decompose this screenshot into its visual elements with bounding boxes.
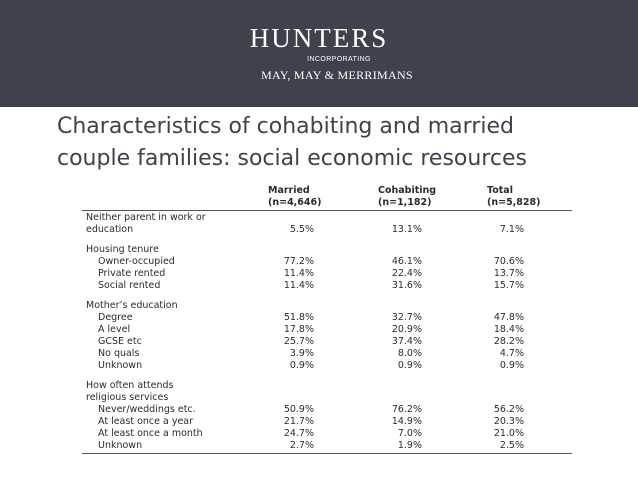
- cell-married: 3.9%: [289, 348, 314, 359]
- section-education-label: Mother’s education: [86, 300, 178, 311]
- table-row: [82, 268, 572, 280]
- cell-cohabiting: 7.0%: [397, 428, 422, 439]
- cell-total: 13.7%: [493, 268, 524, 279]
- table-header-row: [82, 185, 572, 197]
- table-header-row-n: [82, 197, 572, 209]
- table-row: [82, 256, 572, 268]
- cell-total: 56.2%: [493, 404, 524, 415]
- cell-total: 47.8%: [493, 312, 524, 323]
- brand-incorporating: INCORPORATING: [307, 56, 371, 63]
- cell-cohabiting: 31.6%: [391, 280, 422, 291]
- row-label: Unknown: [98, 440, 143, 451]
- header-cohabiting: Cohabiting: [378, 185, 437, 196]
- footer-rule: [82, 453, 572, 454]
- row-label: GCSE etc: [98, 336, 142, 347]
- cell-married: 2.7%: [289, 440, 314, 451]
- cell-cohabiting: 32.7%: [391, 312, 422, 323]
- section-heading: [82, 392, 572, 404]
- header-rule: [82, 210, 572, 211]
- brand-logo: [0, 24, 638, 82]
- cell-cohabiting: 13.1%: [391, 224, 422, 235]
- table-row: [82, 416, 572, 428]
- row-label: No quals: [98, 348, 140, 359]
- cell-married: 0.9%: [289, 360, 314, 371]
- header-married: Married: [268, 185, 310, 196]
- cell-married: 24.7%: [283, 428, 314, 439]
- section-heading: [82, 380, 572, 392]
- row-label: At least once a year: [98, 416, 194, 427]
- cell-total: 7.1%: [499, 224, 524, 235]
- cell-married: 50.9%: [283, 404, 314, 415]
- table-row: [82, 336, 572, 348]
- table-row: [82, 312, 572, 324]
- section-heading: [82, 244, 572, 256]
- cell-total: 20.3%: [493, 416, 524, 427]
- table-row: [82, 280, 572, 292]
- cell-cohabiting: 1.9%: [397, 440, 422, 451]
- cell-cohabiting: 8.0%: [397, 348, 422, 359]
- cell-total: 18.4%: [493, 324, 524, 335]
- cell-cohabiting: 20.9%: [391, 324, 422, 335]
- header-bar: [0, 0, 638, 107]
- cell-married: 77.2%: [283, 256, 314, 267]
- row-label: Unknown: [98, 360, 143, 371]
- brand-partner: MAY, MAY & MERRIMANS: [261, 68, 413, 82]
- section-religion-label2: religious services: [86, 392, 169, 403]
- section-religion-label1: How often attends: [86, 380, 174, 391]
- row-label: Degree: [98, 312, 133, 323]
- cell-total: 70.6%: [493, 256, 524, 267]
- row-label: Owner-occupied: [98, 256, 175, 267]
- cell-total: 4.7%: [499, 348, 524, 359]
- cell-married: 17.8%: [283, 324, 314, 335]
- cell-married: 21.7%: [283, 416, 314, 427]
- cell-total: 28.2%: [493, 336, 524, 347]
- cell-cohabiting: 76.2%: [391, 404, 422, 415]
- section-heading: [82, 300, 572, 312]
- cell-total: 21.0%: [493, 428, 524, 439]
- cell-cohabiting: 46.1%: [391, 256, 422, 267]
- header-total: Total: [487, 185, 513, 196]
- row-label: Never/weddings etc.: [98, 404, 196, 415]
- table-row: [82, 360, 572, 372]
- slide-title-line1: Characteristics of cohabiting and married: [57, 114, 514, 139]
- row-label: At least once a month: [98, 428, 203, 439]
- table-row: [82, 224, 572, 236]
- table-row: [82, 404, 572, 416]
- cell-cohabiting: 0.9%: [397, 360, 422, 371]
- row-label: A level: [98, 324, 131, 335]
- cell-married: 51.8%: [283, 312, 314, 323]
- slide-title-line2: couple families: social economic resources: [57, 146, 527, 171]
- brand-name: HUNTERS: [249, 23, 389, 53]
- table-row: [82, 440, 572, 452]
- row-label: Neither parent in work or: [86, 212, 206, 223]
- cell-cohabiting: 22.4%: [391, 268, 422, 279]
- table-row: [82, 348, 572, 360]
- header-married-n: (n=4,646): [268, 197, 322, 208]
- cell-married: 11.4%: [283, 268, 314, 279]
- cell-cohabiting: 37.4%: [391, 336, 422, 347]
- table-row: [82, 324, 572, 336]
- cell-total: 2.5%: [499, 440, 524, 451]
- cell-married: 25.7%: [283, 336, 314, 347]
- cell-married: 5.5%: [289, 224, 314, 235]
- cell-cohabiting: 14.9%: [391, 416, 422, 427]
- header-cohabiting-n: (n=1,182): [378, 197, 432, 208]
- row-label: Private rented: [98, 268, 166, 279]
- section-housing-label: Housing tenure: [86, 244, 159, 255]
- table-row: [82, 428, 572, 440]
- row-label: education: [86, 224, 134, 235]
- table-row: [82, 212, 572, 224]
- row-label: Social rented: [98, 280, 161, 291]
- slide-title: [57, 111, 627, 175]
- cell-total: 0.9%: [499, 360, 524, 371]
- data-table: [82, 185, 572, 455]
- cell-total: 15.7%: [493, 280, 524, 291]
- cell-married: 11.4%: [283, 280, 314, 291]
- header-total-n: (n=5,828): [487, 197, 541, 208]
